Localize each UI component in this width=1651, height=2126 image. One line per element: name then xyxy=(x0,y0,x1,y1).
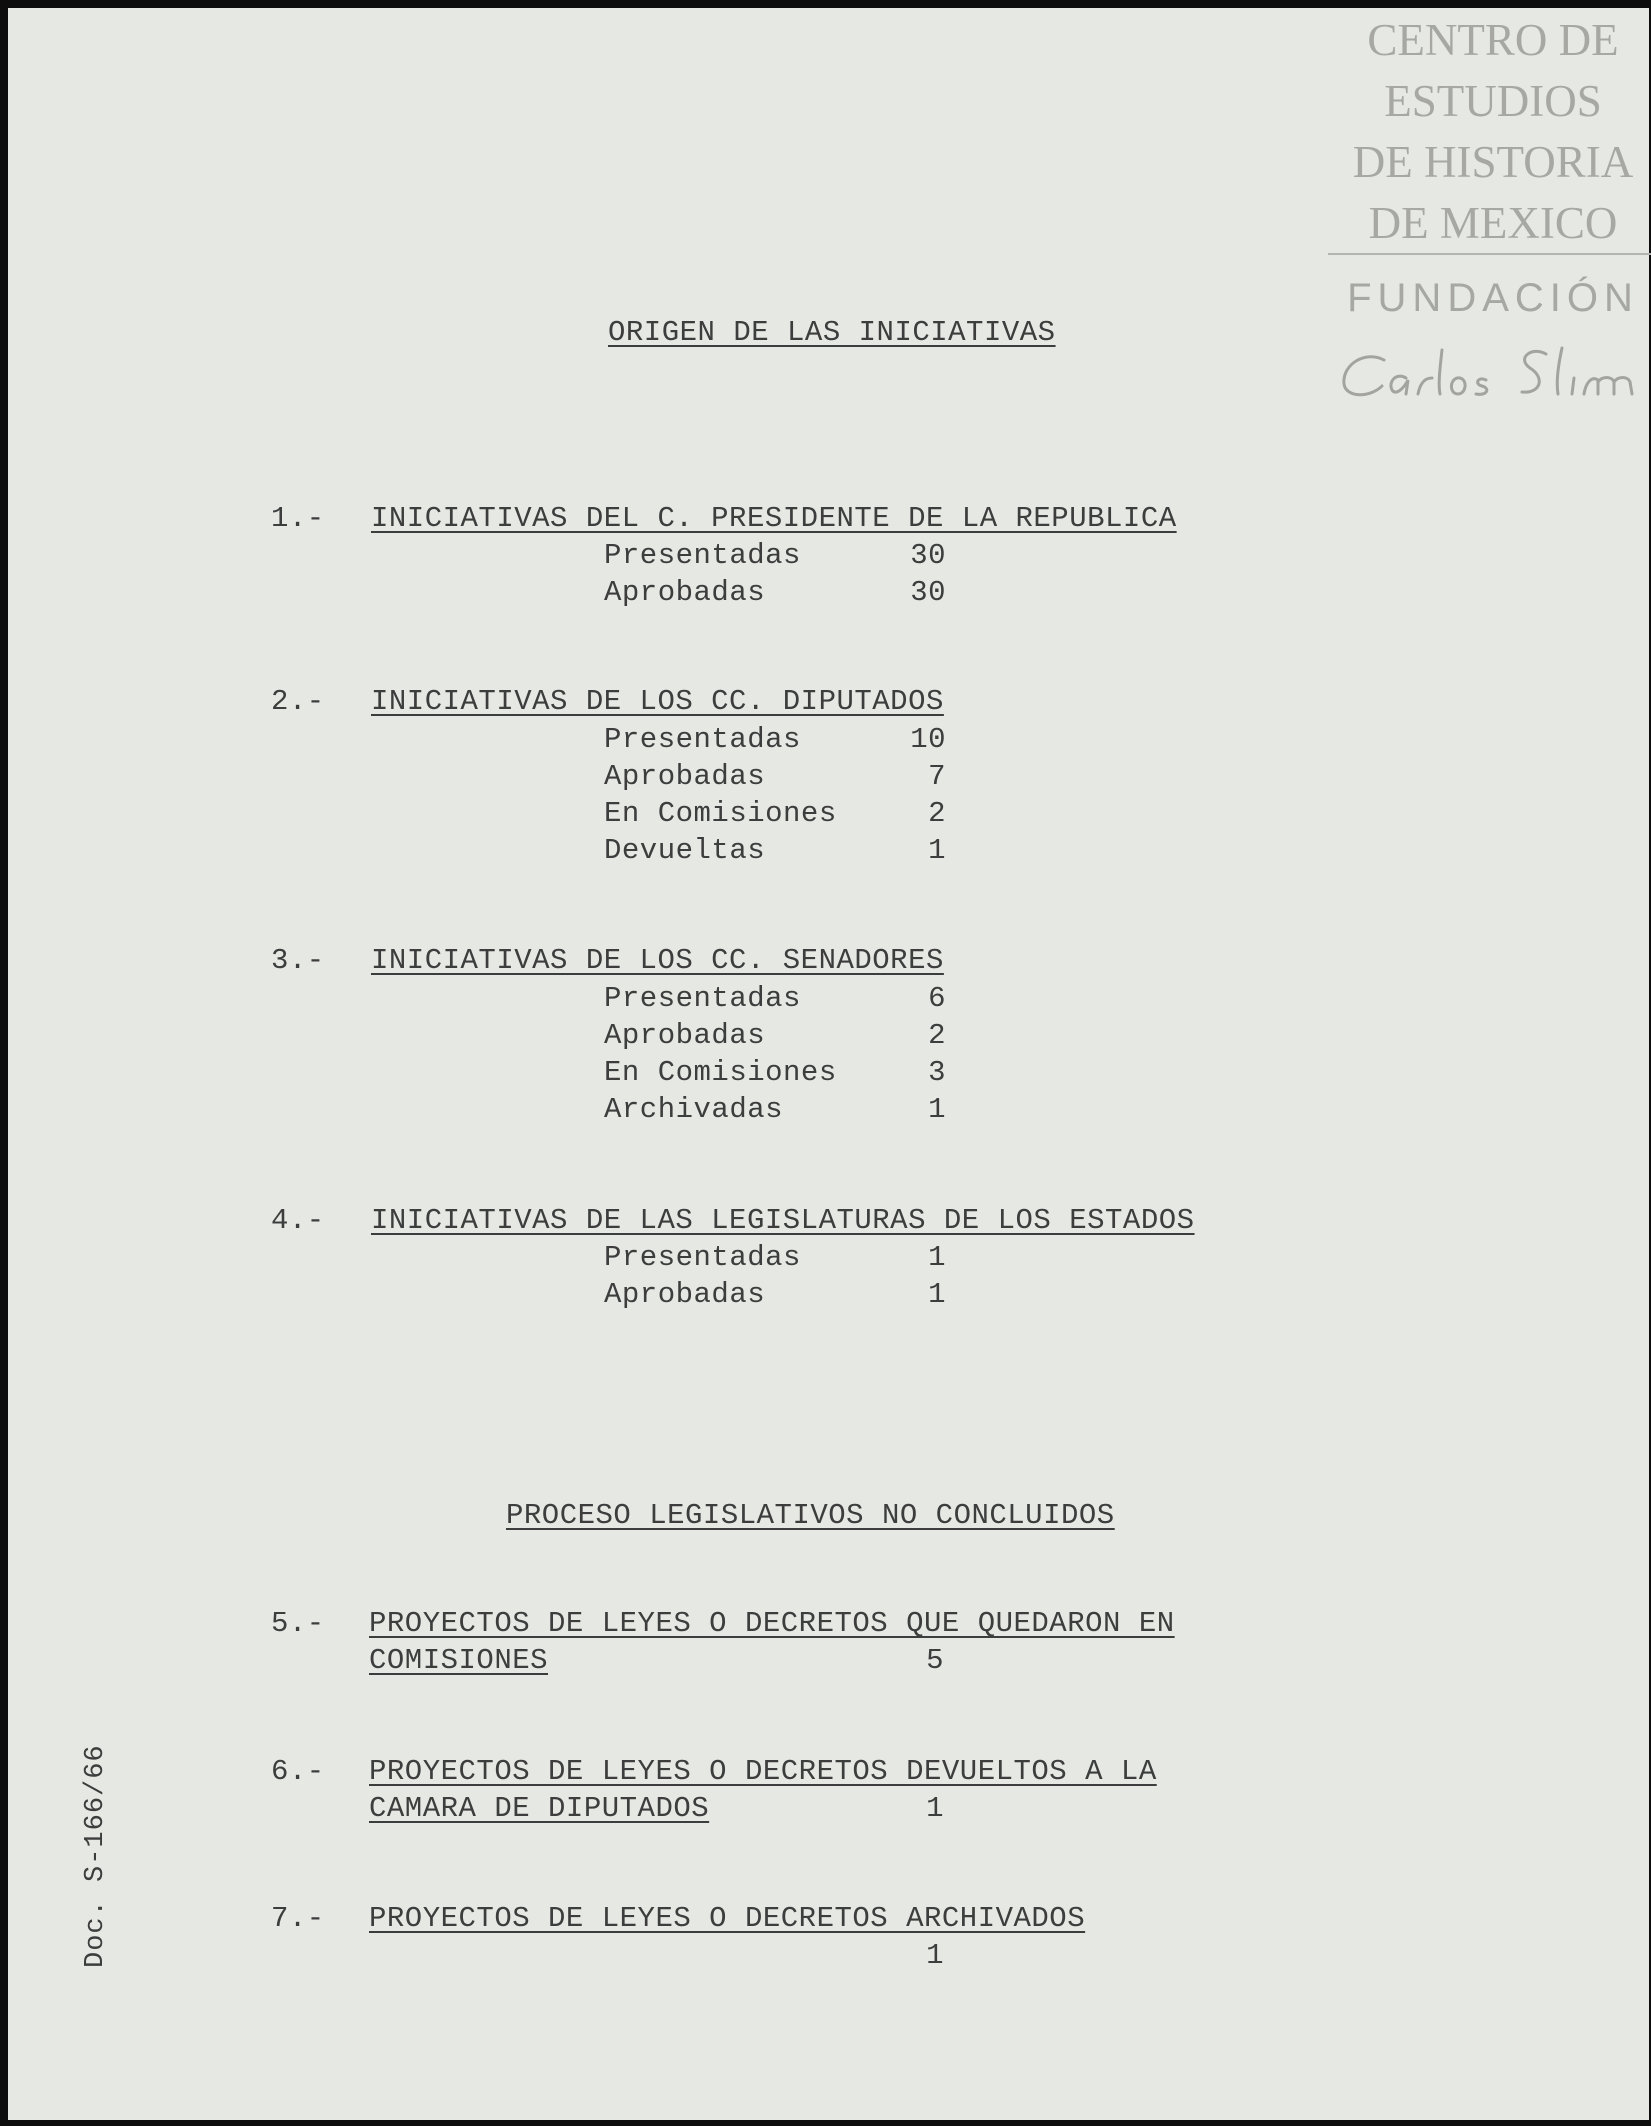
row-value: 1 xyxy=(928,1278,946,1311)
row-label: Presentadas xyxy=(604,539,801,572)
row-value: 1 xyxy=(928,1093,946,1126)
row-label: Aprobadas xyxy=(604,576,766,609)
section-heading: INICIATIVAS DE LAS LEGISLATURAS DE LOS ESTADOS xyxy=(371,1204,1195,1237)
row-value: 1 xyxy=(928,1241,946,1274)
section-number: 1.- xyxy=(271,502,325,535)
item-number: 6.- xyxy=(271,1755,325,1788)
section-heading: INICIATIVAS DE LOS CC. DIPUTADOS xyxy=(371,685,944,718)
document-reference: Doc. S-166/66 xyxy=(81,1744,111,1968)
watermark-fundacion: FUNDACIÓN xyxy=(1347,276,1639,320)
row-value: 30 xyxy=(910,576,946,609)
row-value: 7 xyxy=(928,760,946,793)
item-value: 1 xyxy=(926,1939,944,1972)
row-label: Aprobadas xyxy=(604,760,766,793)
watermark-line: CENTRO DE xyxy=(1367,15,1619,65)
row-label: Presentadas xyxy=(604,723,801,756)
row-value: 1 xyxy=(928,834,946,867)
item-text: PROYECTOS DE LEYES O DECRETOS DEVUELTOS A LA xyxy=(369,1755,1157,1788)
row-label: Presentadas xyxy=(604,982,801,1015)
row-label: Archivadas xyxy=(604,1093,784,1126)
item-text-continued: CAMARA DE DIPUTADOS xyxy=(369,1792,710,1825)
section-number: 4.- xyxy=(271,1204,325,1237)
row-value: 2 xyxy=(928,797,946,830)
item-text: PROYECTOS DE LEYES O DECRETOS ARCHIVADOS xyxy=(369,1902,1086,1935)
row-label: Devueltas xyxy=(604,834,766,867)
watermark-line: ESTUDIOS xyxy=(1384,76,1602,126)
page-title: ORIGEN DE LAS INICIATIVAS xyxy=(608,316,1056,349)
watermark-line: DE HISTORIA xyxy=(1352,137,1634,187)
section-number: 2.- xyxy=(271,685,325,718)
row-label: En Comisiones xyxy=(604,797,837,830)
watermark-line: DE MEXICO xyxy=(1368,198,1618,248)
item-text: PROYECTOS DE LEYES O DECRETOS QUE QUEDARON EN xyxy=(369,1607,1175,1640)
document-page xyxy=(8,8,1649,2120)
section-heading: INICIATIVAS DEL C. PRESIDENTE DE LA REPUBLICA xyxy=(371,502,1177,535)
row-value: 3 xyxy=(928,1056,946,1089)
row-label: Presentadas xyxy=(604,1241,801,1274)
row-label: Aprobadas xyxy=(604,1278,766,1311)
row-label: En Comisiones xyxy=(604,1056,837,1089)
row-value: 30 xyxy=(910,539,946,572)
item-value: 1 xyxy=(926,1792,944,1825)
item-number: 5.- xyxy=(271,1607,325,1640)
signature-logo xyxy=(1336,338,1651,408)
item-value: 5 xyxy=(926,1644,944,1677)
watermark-divider xyxy=(1328,253,1651,255)
section-heading: INICIATIVAS DE LOS CC. SENADORES xyxy=(371,944,944,977)
item-number: 7.- xyxy=(271,1902,325,1935)
row-label: Aprobadas xyxy=(604,1019,766,1052)
section-subtitle: PROCESO LEGISLATIVOS NO CONCLUIDOS xyxy=(506,1499,1115,1532)
watermark xyxy=(1328,8,1651,418)
row-value: 10 xyxy=(910,723,946,756)
row-value: 6 xyxy=(928,982,946,1015)
item-text-continued: COMISIONES xyxy=(369,1644,549,1677)
section-number: 3.- xyxy=(271,944,325,977)
row-value: 2 xyxy=(928,1019,946,1052)
